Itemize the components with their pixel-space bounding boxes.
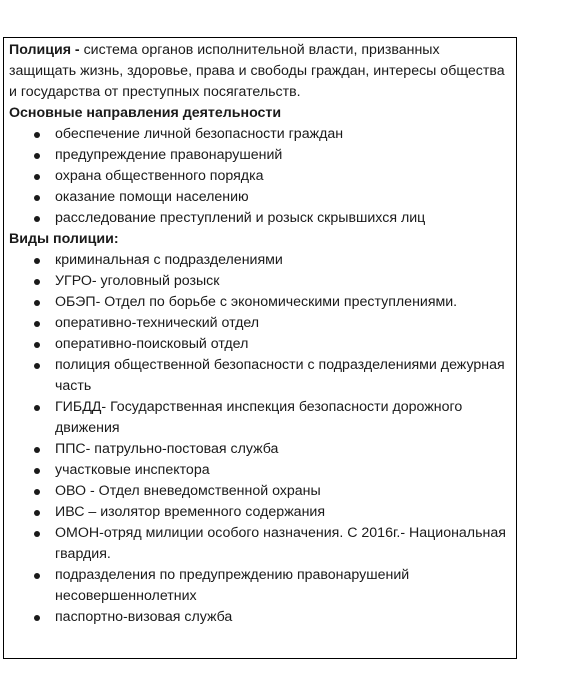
intro-paragraph [9, 40, 510, 103]
list-item: ИВС – изолятор временного содержания [9, 502, 510, 523]
list-item: оперативно-технический отдел [9, 313, 510, 334]
types-heading: Виды полиции: [9, 231, 119, 247]
list-item: паспортно-визовая служба [9, 607, 510, 628]
list-item: ОВО - Отдел вневедомственной охраны [9, 481, 510, 502]
list-item: ГИБДД- Государственная инспекция безопасности дорожного движения [9, 397, 510, 439]
list-item: ОМОН-отряд милиции особого назначения. С 2016г.- Национальная гвардия. [9, 523, 510, 565]
document-box [3, 37, 517, 659]
list-item: расследование преступлений и розыск скрывшихся лиц [9, 208, 510, 229]
list-item: криминальная с подразделениями [9, 250, 510, 271]
directions-list [9, 124, 510, 229]
list-item: обеспечение личной безопасности граждан [9, 124, 510, 145]
intro-text: система органов исполнительной власти, призванных защищать жизнь, здоровье, права и свободы граждан, интересы общества и государства от преступных посягательств. [9, 42, 505, 100]
directions-heading: Основные направления деятельности [9, 105, 282, 121]
intro-term: Полиция - [9, 42, 80, 58]
list-item: УГРО- уголовный розыск [9, 271, 510, 292]
list-item: оперативно-поисковый отдел [9, 334, 510, 355]
list-item: участковые инспектора [9, 460, 510, 481]
list-item: ОБЭП- Отдел по борьбе с экономическими преступлениями. [9, 292, 510, 313]
list-item: подразделения по предупреждению правонарушений несовершеннолетних [9, 565, 510, 607]
types-list [9, 250, 510, 628]
list-item: предупреждение правонарушений [9, 145, 510, 166]
list-item: ППС- патрульно-постовая служба [9, 439, 510, 460]
list-item: полиция общественной безопасности с подразделениями дежурная часть [9, 355, 510, 397]
list-item: охрана общественного порядка [9, 166, 510, 187]
list-item: оказание помощи населению [9, 187, 510, 208]
